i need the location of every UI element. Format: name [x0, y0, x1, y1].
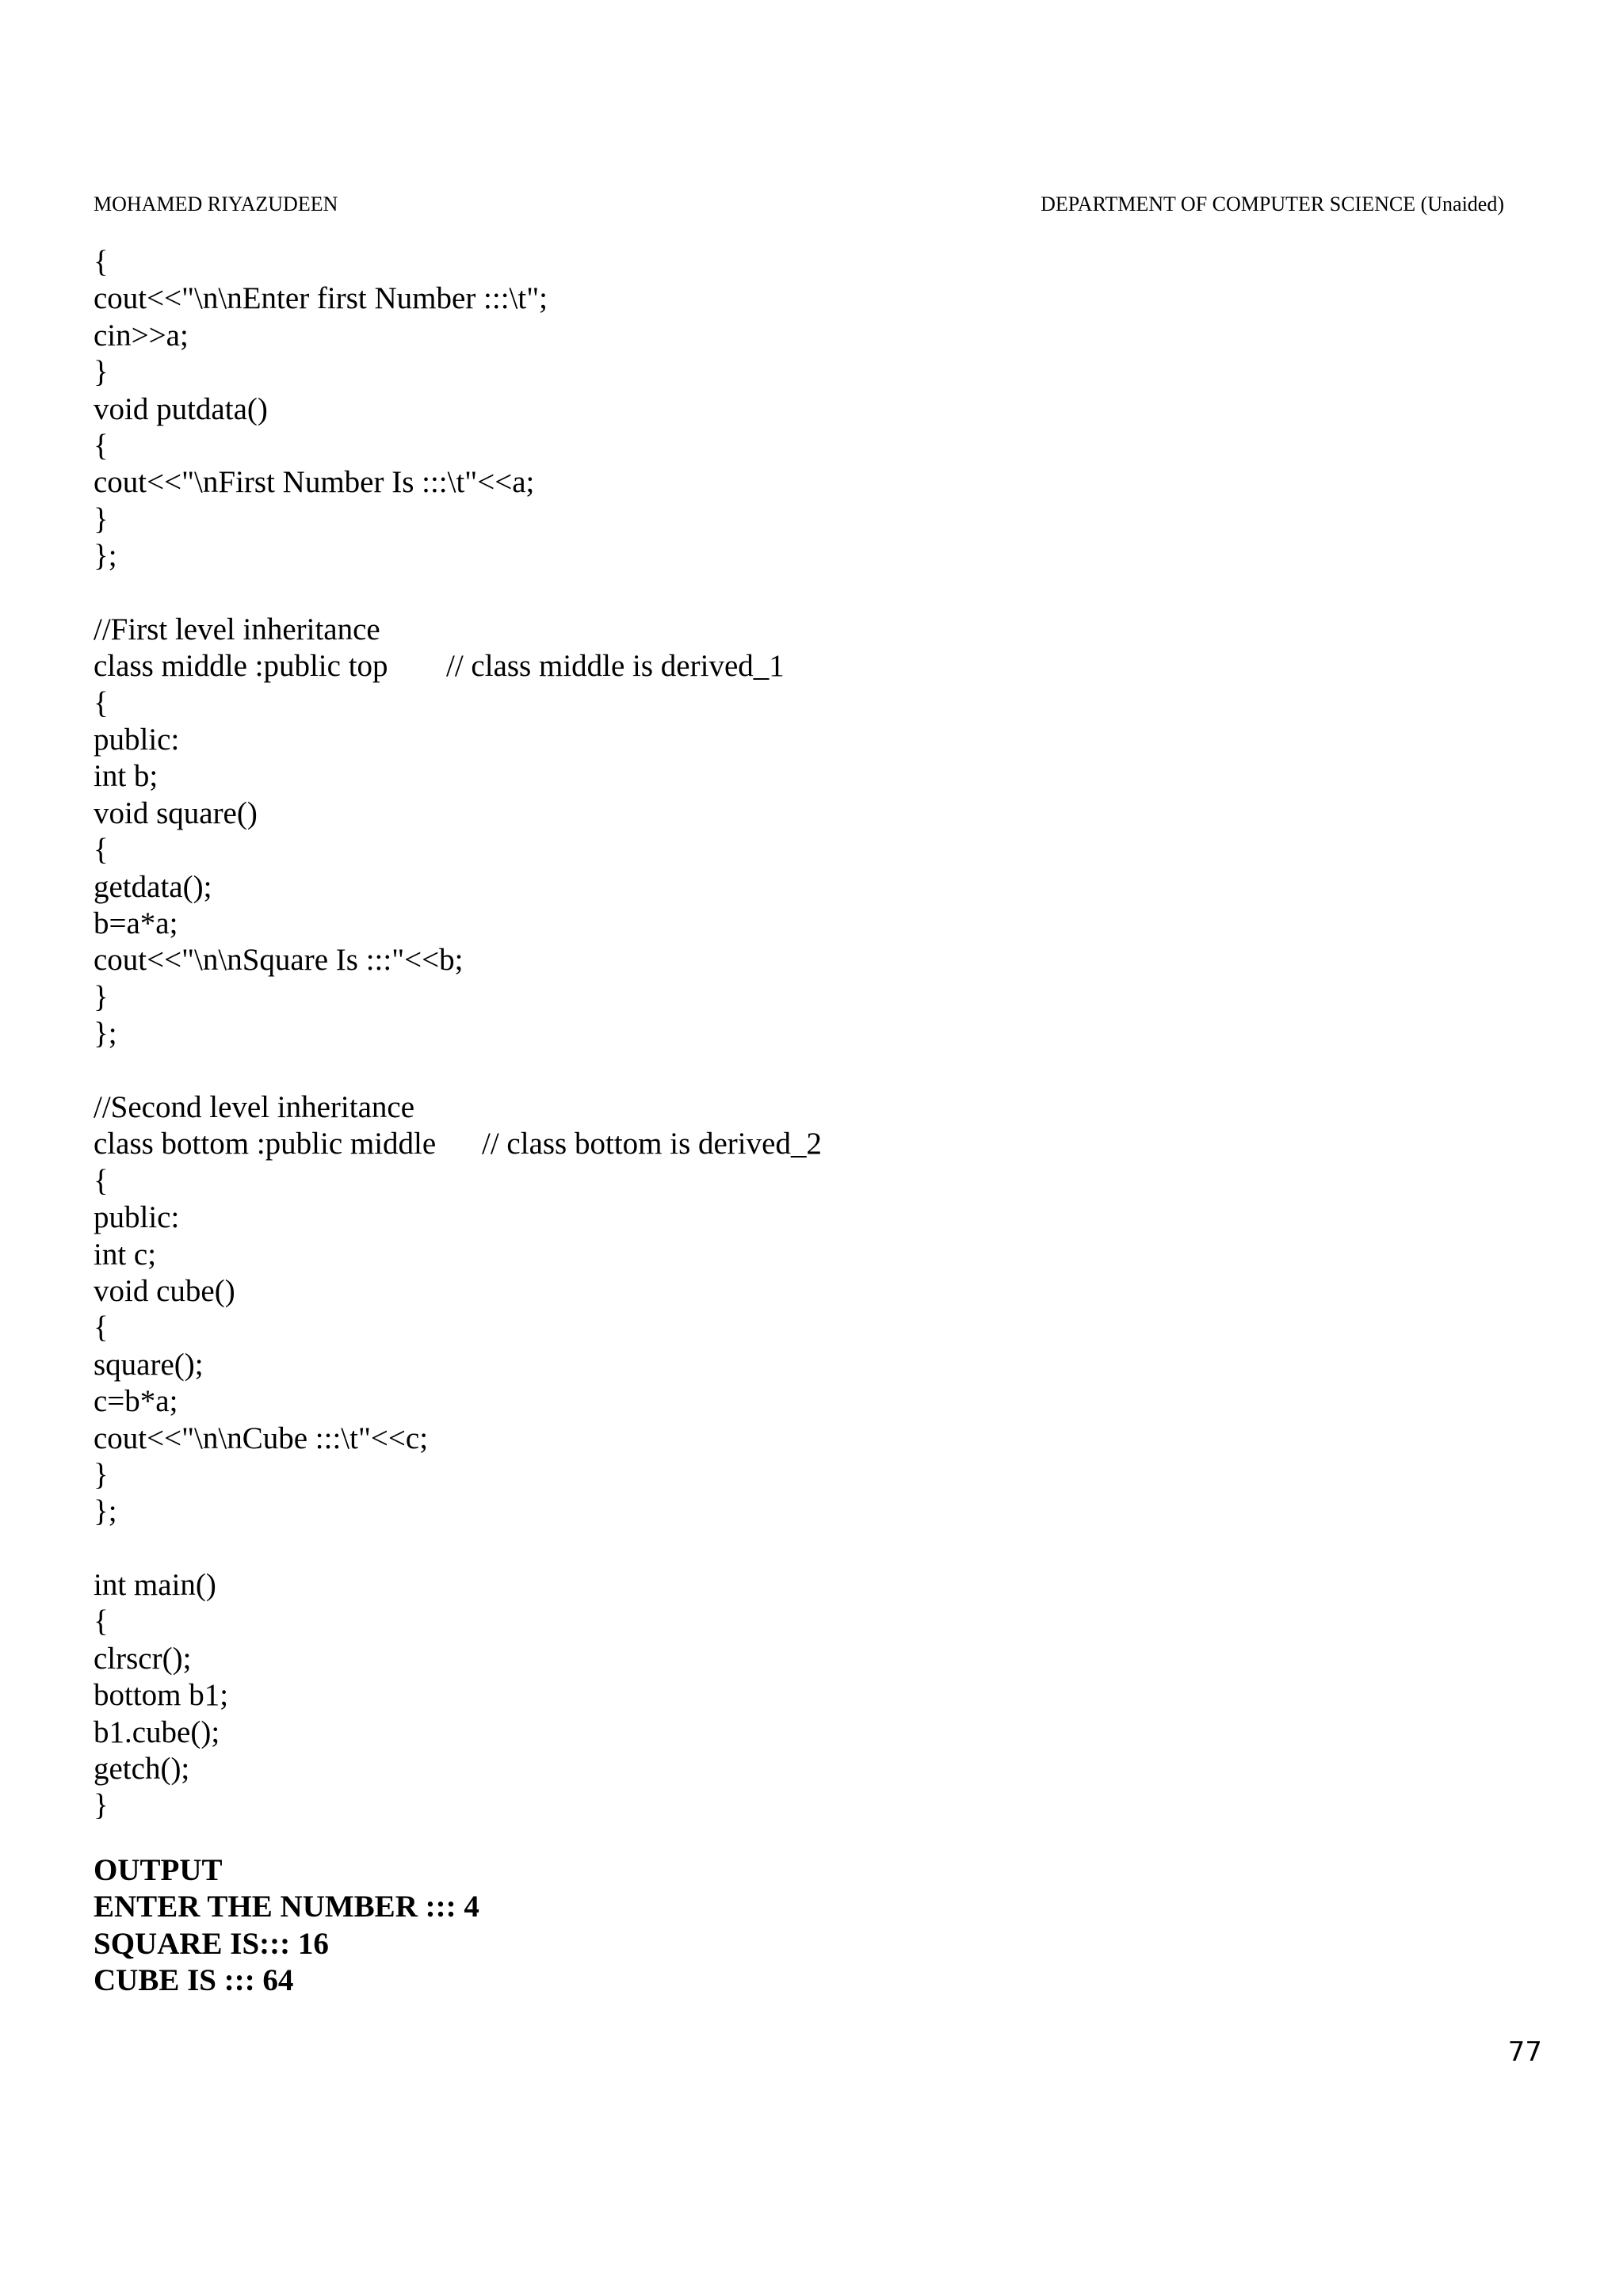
code-listing: [94, 244, 822, 1825]
code-line: void putdata(): [94, 391, 268, 426]
code-line: {: [94, 833, 109, 868]
code-line: cout<<"\n\nCube :::\t"<<c;: [94, 1421, 429, 1455]
code-text: class bottom :public middle: [94, 1127, 437, 1161]
department-name: DEPARTMENT OF COMPUTER SCIENCE (Unaided): [1041, 193, 1504, 215]
output-line: SQUARE IS::: 16: [94, 1926, 329, 1961]
code-line: cin>>a;: [94, 318, 189, 353]
code-line: {: [94, 1604, 109, 1639]
code-line: }: [94, 502, 109, 536]
code-line: };: [94, 1494, 117, 1529]
page-number: 77: [1507, 2036, 1542, 2068]
code-line: clrscr();: [94, 1641, 192, 1676]
code-line: }: [94, 979, 109, 1014]
code-line: square();: [94, 1347, 204, 1382]
code-line: public:: [94, 1200, 180, 1235]
code-line: int b;: [94, 759, 158, 794]
output-line: ENTER THE NUMBER ::: 4: [94, 1890, 479, 1924]
code-line-class-bottom: [94, 1126, 822, 1162]
code-line: void square(): [94, 795, 258, 830]
code-line: }: [94, 1788, 109, 1823]
code-line-class-middle: [94, 648, 785, 685]
code-line: void cube(): [94, 1273, 235, 1308]
code-line: b1.cube();: [94, 1714, 220, 1749]
output-heading: OUTPUT: [94, 1853, 223, 1887]
code-line: b=a*a;: [94, 906, 178, 941]
code-comment: // class bottom is derived_2: [482, 1127, 822, 1161]
output-section: [94, 1852, 479, 2000]
code-line: getch();: [94, 1752, 190, 1787]
code-line: c=b*a;: [94, 1384, 178, 1419]
code-line: {: [94, 685, 109, 720]
output-line: CUBE IS ::: 64: [94, 1963, 294, 1998]
author-name: MOHAMED RIYAZUDEEN: [94, 193, 338, 215]
code-line: cout<<"\n\nEnter first Number :::\t";: [94, 281, 548, 316]
code-line: cout<<"\n\nSquare Is :::"<<b;: [94, 943, 464, 978]
code-line: bottom b1;: [94, 1678, 229, 1713]
code-line: public:: [94, 723, 180, 757]
code-line: {: [94, 1310, 109, 1345]
code-line: {: [94, 1163, 109, 1198]
code-line: }: [94, 355, 109, 390]
code-comment: // class middle is derived_1: [446, 649, 785, 684]
code-line: {: [94, 428, 109, 463]
code-line: };: [94, 1016, 117, 1051]
code-line: int main(): [94, 1568, 216, 1603]
code-line: getdata();: [94, 869, 212, 904]
code-line: [94, 575, 548, 612]
code-line: };: [94, 539, 117, 574]
code-line: int c;: [94, 1237, 157, 1272]
page-header: [94, 193, 1504, 216]
code-text: class middle :public top: [94, 649, 388, 684]
code-line: //First level inheritance: [94, 612, 380, 646]
code-line: //Second level inheritance: [94, 1089, 415, 1124]
code-line: [94, 1531, 548, 1567]
code-line: }: [94, 1457, 109, 1492]
code-line: [94, 1053, 548, 1089]
code-line: cout<<"\nFirst Number Is :::\t"<<a;: [94, 465, 535, 500]
code-line: {: [94, 245, 109, 279]
